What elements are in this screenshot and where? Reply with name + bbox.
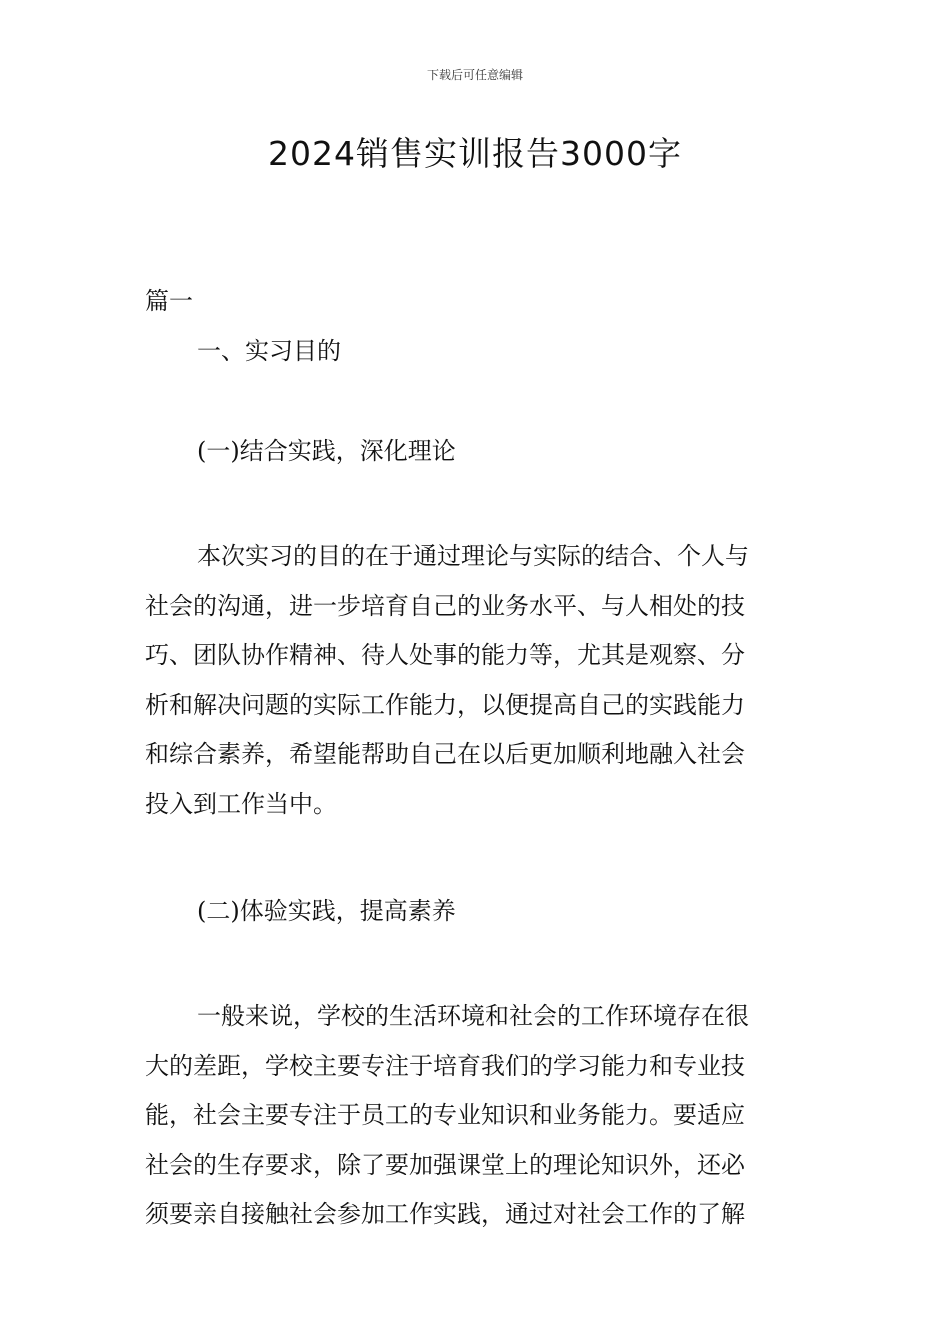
paragraph-line: 投入到工作当中。 [145, 789, 337, 818]
paragraph-line: 本次实习的目的在于通过理论与实际的结合、个人与 [197, 542, 749, 570]
subsection-heading-2: (二)体验实践，提高素养 [197, 897, 456, 925]
paragraph-line: 须要亲自接触社会参加工作实践，通过对社会工作的了解 [145, 1200, 745, 1228]
document-title: 2024销售实训报告3000字 [268, 134, 682, 173]
paragraph-line: 大的差距，学校主要专注于培育我们的学习能力和专业技 [145, 1051, 745, 1080]
paragraph-line: 巧、团队协作精神、待人处事的能力等，尤其是观察、分 [145, 641, 745, 669]
document-body [145, 283, 809, 1240]
paragraph-1 [145, 532, 809, 829]
paragraph-line: 析和解决问题的实际工作能力，以便提高自己的实践能力 [145, 690, 745, 719]
paragraph-line: 一般来说，学校的生活环境和社会的工作环境存在很 [197, 1002, 749, 1030]
paragraph-line: 能，社会主要专注于员工的专业知识和业务能力。要适应 [145, 1101, 745, 1129]
part-label: 篇一 [145, 287, 193, 315]
section-heading-purpose: 一、实习目的 [197, 337, 341, 365]
paragraph-2 [145, 992, 809, 1240]
paragraph-line: 和综合素养，希望能帮助自己在以后更加顺利地融入社会 [145, 740, 745, 768]
paragraph-line: 社会的沟通，进一步培育自己的业务水平、与人相处的技 [145, 591, 745, 620]
page-header-note: 下载后可任意编辑 [426, 68, 523, 82]
subsection-heading-1: (一)结合实践，深化理论 [197, 437, 456, 465]
paragraph-line: 社会的生存要求，除了要加强课堂上的理论知识外，还必 [145, 1150, 745, 1179]
